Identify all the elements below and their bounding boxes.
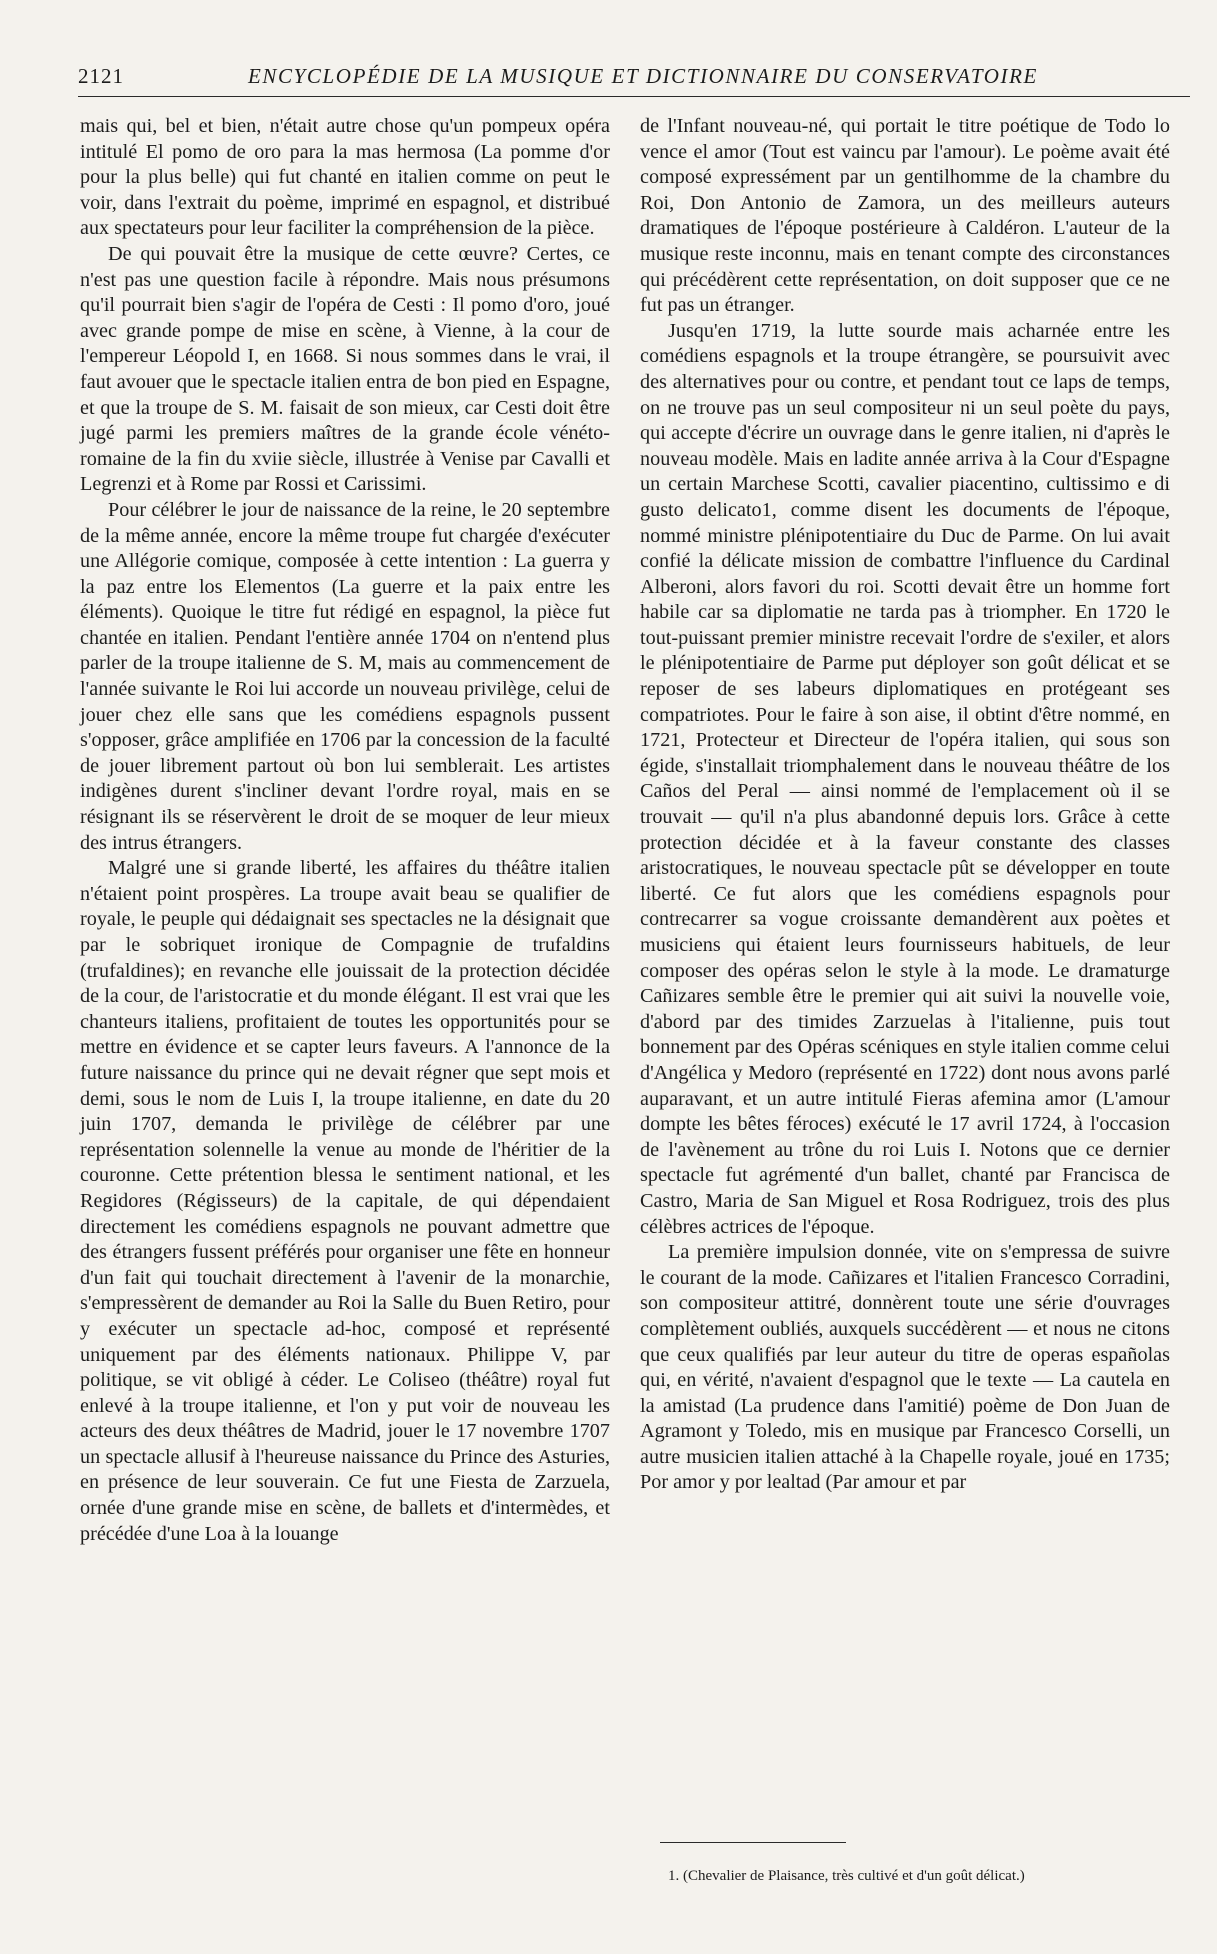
paragraph: Jusqu'en 1719, la lutte sourde mais acharnée entre les comédiens espagnols et la troupe étrangère, se poursuivit avec des alternatives pour ou contre, et pendant tout ce laps de temps, on ne trouve pas un seul compositeur ni un seul poète du pays, qui accepte d'écrire un ouvrage dans le genre italien, ni d'après le nouveau modèle. Mais en ladite année arriva à la Cour d'Espagne un certain Marchese Scotti, cavalier piacentino, cultissimo e di gusto delicato1, comme disent les documents de l'époque, nommé ministre plénipotentiaire du Duc de Parme. On lui avait confié la délicate mission de combattre l'influence du Cardinal Alberoni, alors favori du roi. Scotti devait être un homme fort habile car sa diplomatie ne tarda pas à triompher. En 1720 le tout-puissant premier ministre recevait l'ordre de s'exiler, et alors le plénipotentiaire de Parme put déployer son goût délicat et se reposer de ses labeurs diplomatiques en protégeant ses compatriotes. Pour le faire à son aise, il obtint d'être nommé, en 1721, Protecteur et Directeur de l'opéra italien, qui sous son égide, s'installait triomphalement dans le nouveau théâtre de los Caños del Peral — ainsi nommé de l'emplacement où il se trouvait — qu'il n'a plus abandonné depuis lors. Grâce à cette protection décidée et à la faveur constante des classes aristocratiques, le nouveau spectacle pût se développer en toute liberté. Ce fut alors que les comédiens espagnols pour contrecarrer sa vogue croissante demandèrent aux poètes et musiciens qui étaient leurs fournisseurs habituels, de leur composer des opéras selon le style à la mode. Le dramaturge Cañizares semble être le premier qui ait suivi la nouvelle voie, d'abord par des timides Zarzuelas à l'italienne, puis tout bonnement par des Opéras scéniques en style italien comme celui d'Angélica y Medoro (représenté en 1722) dont nous avons parlé auparavant, et un autre intitulé Fieras afemina amor (L'amour dompte les bêtes féroces) exécuté le 17 avril 1724, à l'occasion de l'avènement au trône du roi Luis I. Notons que ce dernier spectacle fut agrémenté d'un ballet, chanté par Francisca de Castro, Maria de San Miguel et Rosa Rodriguez, trois des plus célèbres actrices de l'époque. (640, 319, 1170, 1238)
paragraph: mais qui, bel et bien, n'était autre chose qu'un pompeux opéra intitulé El pomo de oro para la mas hermosa (La pomme d'or pour la plus belle) qui fut chanté en italien comme on peut le voir, dans l'extrait du poème, imprimé en espagnol, et distribué aux spectateurs pour leur faciliter la compréhension de la pièce. (80, 115, 610, 240)
paragraph: de l'Infant nouveau-né, qui portait le titre poétique de Todo lo vence el amor (Tout est vaincu par l'amour). Le poème avait été composé expressément par un gentilhomme de la chambre du Roi, Don Antonio de Zamora, un des meilleurs auteurs dramatiques de l'époque postérieure à Caldéron. L'auteur de la musique reste inconnu, mais en tenant compte des circonstances qui précédèrent cette représentation, on doit supposer que ce ne fut pas un étranger. (640, 115, 1170, 317)
footnote-divider (660, 1842, 846, 1843)
left-column (80, 114, 610, 1547)
paragraph: De qui pouvait être la musique de cette œuvre? Certes, ce n'est pas une question facile à répondre. Mais nous présumons qu'il pourrait bien s'agir de l'opéra de Cesti : Il pomo d'oro, joué avec grande pompe de mise en scène, à Vienne, à la cour de l'empereur Léopold I, en 1668. Si nous sommes dans le vrai, il faut avouer que le spectacle italien entra de bon pied en Espagne, et que la troupe de S. M. faisait de son mieux, car Cesti doit être jugé parmi les premiers maîtres de la grande école vénéto-romaine de la fin du xviie siècle, illustrée à Venise par Cavalli et Legrenzi et à Rome par Rossi et Carissimi. (80, 242, 610, 496)
page-header (78, 62, 1190, 97)
right-column (640, 114, 1170, 1496)
paragraph: Malgré une si grande liberté, les affaires du théâtre italien n'étaient point prospères. La troupe avait beau se qualifier de royale, le peuple qui dédaignait ses spectacles ne la désignait que par le sobriquet ironique de Compagnie de trufaldins (trufaldines); en revanche elle jouissait de la protection décidée de la cour, de l'aristocratie et du monde élégant. Il est vrai que les chanteurs italiens, profitaient de toutes les opportunités pour se mettre en évidence et se capter leurs faveurs. A l'annonce de la future naissance du prince qui ne devait régner que sept mois et demi, sous le nom de Luis I, la troupe italienne, en date du 20 juin 1707, demanda le privilège de célébrer par une représentation solennelle la venue au monde de l'héritier de la couronne. Cette prétention blessa le sentiment national, et les Regidores (Régisseurs) de la capitale, de qui dépendaient directement les comédiens espagnols ne pouvant admettre que des étrangers fussent préférés pour organiser une fête en honneur d'un fait qui touchait directement à l'avenir de la monarchie, s'empressèrent de demander au Roi la Salle du Buen Retiro, pour y exécuter un spectacle ad-hoc, composé et représenté uniquement par des éléments nationaux. Philippe V, par politique, se vit obligé à céder. Le Coliseo (théâtre) royal fut enlevé à la troupe italienne, et l'on y put voir de nouveau les acteurs des deux théâtres de Madrid, jouer le 17 novembre 1707 un spectacle allusif à l'heureuse naissance du Prince des Asturies, en présence de leur souverain. Ce fut une Fiesta de Zarzuela, ornée d'une grande mise en scène, de ballets et d'intermèdes, et précédée d'une Loa à la louange (80, 857, 610, 1545)
running-title: ENCYCLOPÉDIE DE LA MUSIQUE ET DICTIONNAIRE DU CONSERVATOIRE (248, 64, 1038, 88)
paragraph: Pour célébrer le jour de naissance de la reine, le 20 septembre de la même année, encore la même troupe fut chargée d'exécuter une Allégorie comique, composée à cette intention : La guerra y la paz entre los Elementos (La guerre et la paix entre les éléments). Quoique le titre fut rédigé en espagnol, la pièce fut chantée en italien. Pendant l'entière année 1704 on n'entend plus parler de la troupe italienne de S. M, mais au commencement de l'année suivante le Roi lui accorde un nouveau privilège, celui de jouer chez elle sans que les comédiens espagnols pussent s'opposer, grâce amplifiée en 1706 par la concession de la faculté de jouer librement partout où bon lui semblerait. Les artistes indigènes durent s'incliner devant l'ordre royal, mais en se résignant ils se réservèrent le droit de se moquer de leur mieux des intrus étrangers. (80, 498, 610, 854)
paragraph: La première impulsion donnée, vite on s'empressa de suivre le courant de la mode. Cañizares et l'italien Francesco Corradini, son compositeur attitré, donnèrent toute une série d'ouvrages complètement oubliés, auxquels succédèrent — et nous ne citons que ceux qualifiés par leur auteur du titre de operas españolas qui, en vérité, n'avaient d'espagnol que le texte — La cautela en la amistad (La prudence dans l'amitié) poème de Don Juan de Agramont y Toledo, mis en musique par Francesco Corselli, un autre musicien italien attaché à la Chapelle royale, joué en 1735; Por amor y por lealtad (Par amour et par (640, 1241, 1170, 1494)
page-number: 2121 (78, 64, 124, 88)
footnote: 1. (Chevalier de Plaisance, très cultivé et d'un goût délicat.) (668, 1868, 1025, 1884)
